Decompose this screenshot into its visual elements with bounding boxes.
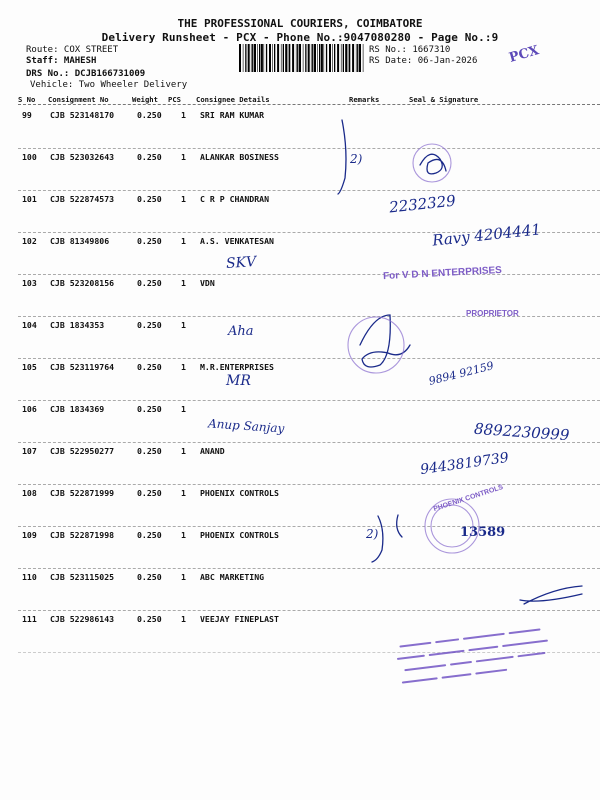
row-pcs: 1 [181,152,186,162]
row-weight: 0.250 [137,152,162,162]
pcx-mark: PCX [507,43,541,66]
barcode-bar [243,44,244,72]
barcode-bar [308,44,310,72]
row-consignment: CJB 523208156 [50,278,115,288]
row-divider [18,148,600,149]
barcode-bar [326,44,327,72]
barcode-bar [266,44,267,72]
barcode-bar [359,44,361,72]
row-weight: 0.250 [137,404,162,414]
barcode-bar [239,44,241,72]
barcode-bar [292,44,294,72]
row-weight: 0.250 [137,194,162,204]
row-divider [18,400,600,401]
barcode-bar [341,44,342,72]
runsheet-title: Delivery Runsheet - PCX - Phone No.:9047080280 - Page No.:9 [101,31,499,44]
row-sno: 110 [22,572,37,582]
barcode-bar [337,44,339,72]
col-weight: Weight [132,95,158,104]
barcode-bar [297,44,298,72]
table-row [0,362,600,404]
row-weight: 0.250 [137,572,162,582]
barcode-bar [329,44,331,72]
barcode-bar [245,44,246,72]
row-consignee: VEEJAY FINEPLAST [200,614,279,624]
barcode-bar [261,44,263,72]
table-row [0,446,600,488]
rs-number: RS No.: 1667310 [369,45,451,55]
barcode-bar [281,44,282,72]
company-name: THE PROFESSIONAL COURIERS, COIMBATORE [177,17,423,30]
barcode-bar [321,44,323,72]
row-pcs: 1 [181,614,186,624]
row-sno: 100 [22,152,37,162]
vdn-stamp-proprietor: PROPRIETOR [466,309,519,318]
row-pcs: 1 [181,446,186,456]
row-pcs: 1 [181,110,186,120]
row-consignment: CJB 522874573 [50,194,115,204]
row-consignee: PHOENIX CONTROLS [200,530,279,540]
barcode-bar [324,44,325,72]
row-divider [18,610,600,611]
row-consignment: CJB 522871999 [50,488,115,498]
barcode-bar [348,44,349,72]
row-sno: 109 [22,530,37,540]
table-row [0,110,600,152]
barcode-icon [238,44,366,72]
drs-number: DRS No.: DCJB166731009 [26,69,146,79]
row-sno: 101 [22,194,37,204]
barcode-bar [312,44,313,72]
initials-note: Aha [228,324,254,339]
col-sno: S No [18,95,36,104]
phoenix-stamp: PHOENIX CONTROLS [432,483,505,514]
name-note: Ravy 4204441 [431,220,542,250]
initials-note: SKV [225,253,257,273]
remark-note: 2) [366,527,379,541]
barcode-bar [283,44,284,72]
col-pcs: PCS [168,95,181,104]
barcode-bar [343,44,344,72]
row-pcs: 1 [181,236,186,246]
barcode-bar [299,44,301,72]
row-consignment: CJB 523115025 [50,572,115,582]
col-seal-signature: Seal & Signature [409,95,479,104]
row-pcs: 1 [181,404,186,414]
row-weight: 0.250 [137,614,162,624]
phone-note: 9894 92159 [427,359,496,388]
table-row [0,572,600,614]
row-sno: 106 [22,404,37,414]
barcode-bar [289,44,290,72]
barcode-bar [319,44,320,72]
row-pcs: 1 [181,530,186,540]
row-sno: 107 [22,446,37,456]
row-consignment: CJB 522950277 [50,446,115,456]
row-weight: 0.250 [137,530,162,540]
header-divider [18,104,600,105]
name-note: Anup Sanjay [207,416,285,436]
barcode-bar [357,44,358,72]
phone-note: 9443819739 [419,449,510,479]
initials-note: MR [226,373,251,389]
barcode-bar [274,44,275,72]
row-consignee: VDN [200,278,215,288]
row-consignee: M.R.ENTERPRISES [200,362,274,372]
row-consignment: CJB 523119764 [50,362,115,372]
row-consignee: ANAND [200,446,225,456]
row-pcs: 1 [181,278,186,288]
phone-note: 2232329 [388,191,457,217]
row-divider [18,358,600,359]
col-consignee: Consignee Details [196,95,270,104]
row-pcs: 1 [181,572,186,582]
barcode-bar [303,44,304,72]
row-consignment: CJB 523032643 [50,152,115,162]
row-weight: 0.250 [137,320,162,330]
barcode-bar [332,44,333,72]
row-divider [18,484,600,485]
barcode-bar [259,44,260,72]
row-sno: 102 [22,236,37,246]
row-pcs: 1 [181,362,186,372]
barcode-bar [305,44,306,72]
barcode-bar [269,44,271,72]
barcode-bar [334,44,335,72]
row-divider [18,568,600,569]
row-consignment: CJB 522871998 [50,530,115,540]
row-divider [18,190,600,191]
row-consignment: CJB 1834353 [50,320,105,330]
staff-label: Staff: MAHESH [26,56,97,66]
row-consignee: ALANKAR BOSINESS [200,152,279,162]
row-sno: 105 [22,362,37,372]
table-row [0,488,600,530]
barcode-bar [257,44,258,72]
row-consignee: ABC MARKETING [200,572,265,582]
remark-note: 2) [350,152,363,166]
row-divider [18,526,600,527]
col-consignment: Consignment No [48,95,109,104]
vehicle-label: Vehicle: Two Wheeler Delivery [30,80,188,90]
barcode-bar [254,44,256,72]
route-label: Route: COX STREET [26,45,119,55]
row-weight: 0.250 [137,362,162,372]
row-consignment: CJB 1834369 [50,404,105,414]
barcode-bar [352,44,354,72]
row-consignee: PHOENIX CONTROLS [200,488,279,498]
barcode-bar [272,44,273,72]
table-row [0,320,600,362]
col-remarks: Remarks [349,95,380,104]
row-pcs: 1 [181,194,186,204]
table-row [0,236,600,278]
row-weight: 0.250 [137,446,162,456]
barcode-bar [288,44,289,72]
barcode-bar [285,44,287,72]
barcode-bar [296,44,297,72]
row-sno: 99 [22,110,32,120]
row-divider [18,442,600,443]
barcode-bar [264,44,265,72]
barcode-bar [314,44,316,72]
row-sno: 108 [22,488,37,498]
barcode-bar [252,44,253,72]
barcode-bar [345,44,347,72]
vdn-stamp: For V D N ENTERPRISES [382,264,503,283]
row-weight: 0.250 [137,110,162,120]
barcode-bar [311,44,312,72]
barcode-bar [356,44,357,72]
table-row [0,530,600,572]
barcode-bar [251,44,252,72]
barcode-bar [248,44,250,72]
row-consignment: CJB 523148170 [50,110,115,120]
row-sno: 103 [22,278,37,288]
row-consignment: CJB 522986143 [50,614,115,624]
row-divider [18,274,600,275]
row-consignment: CJB 81349806 [50,236,110,246]
barcode-bar [363,44,364,72]
table-row [0,152,600,194]
row-consignee: C R P CHANDRAN [200,194,270,204]
row-sno: 111 [22,614,37,624]
row-weight: 0.250 [137,278,162,288]
row-consignee: A.S. VENKATESAN [200,236,274,246]
barcode-bar [317,44,318,72]
barcode-bar [277,44,279,72]
rs-date: RS Date: 06-Jan-2026 [369,56,478,66]
barcode-bar [349,44,350,72]
row-weight: 0.250 [137,236,162,246]
row-weight: 0.250 [137,488,162,498]
row-sno: 104 [22,320,37,330]
number-note: 13589 [460,525,506,540]
row-consignee: SRI RAM KUMAR [200,110,265,120]
row-pcs: 1 [181,320,186,330]
row-pcs: 1 [181,488,186,498]
phone-note: 8892230999 [473,419,570,445]
